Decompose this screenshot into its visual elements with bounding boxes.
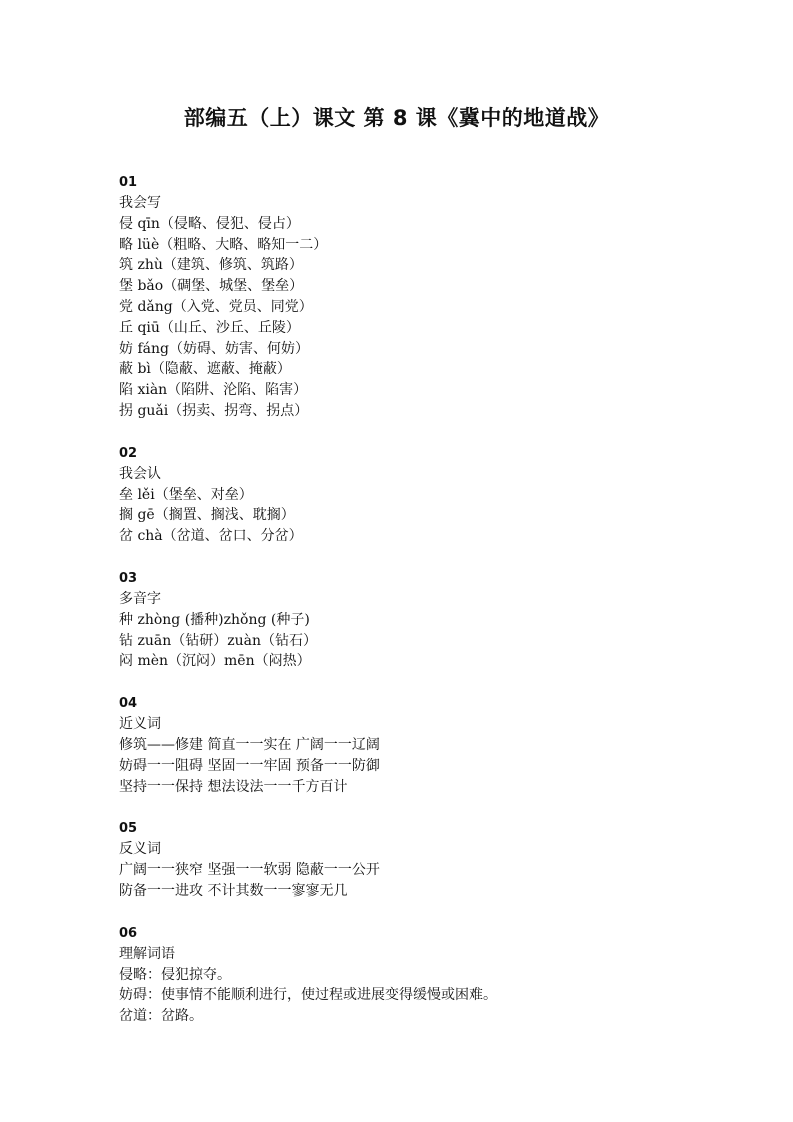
- section-heading: 多音字: [119, 590, 161, 607]
- section-05: [119, 818, 739, 901]
- section-number: 06: [119, 925, 138, 941]
- entry-line: 防备一一进攻 不计其数一一寥寥无几: [119, 882, 348, 899]
- entry-line: 闷 mèn（沉闷）mēn（闷热）: [119, 653, 311, 670]
- section-heading: 理解词语: [119, 945, 175, 962]
- entry-line: 陷 xiàn（陷阱、沦陷、陷害）: [119, 382, 308, 399]
- entry-line: 岔道：岔路。: [119, 1008, 203, 1025]
- section-04: [119, 693, 739, 797]
- section-heading: 反义词: [119, 841, 161, 858]
- entry-line: 侵 qīn（侵略、侵犯、侵占）: [119, 215, 300, 232]
- entry-line: 略 lüè（粗略、大略、略知一二）: [119, 236, 328, 253]
- entry-line: 搁 gē（搁置、搁浅、耽搁）: [119, 507, 295, 524]
- section-02: [119, 443, 739, 547]
- entry-line: 修筑——修建 简直一一实在 广阔一一辽阔: [119, 736, 380, 753]
- section-heading: 近义词: [119, 716, 161, 733]
- entry-line: 妨碍一一阻碍 坚固一一牢固 预备一一防御: [119, 757, 380, 774]
- entry-line: 垒 lěi（堡垒、对垒）: [119, 486, 253, 503]
- entry-line: 钻 zuān（钻研）zuàn（钻石）: [119, 632, 317, 649]
- entry-line: 种 zhòng (播种)zhǒng (种子): [119, 611, 310, 628]
- section-heading: 我会认: [119, 465, 161, 482]
- section-heading: 我会写: [119, 195, 161, 211]
- section-06: [119, 923, 739, 1027]
- entry-line: 坚持一一保持 想法设法一一千方百计: [119, 778, 348, 795]
- page-title: 部编五（上）课文 第 8 课《冀中的地道战》: [183, 106, 610, 130]
- entry-line: 蔽 bì（隐蔽、遮蔽、掩蔽）: [119, 361, 291, 378]
- entry-line: 拐 guǎi（拐卖、拐弯、拐点）: [119, 402, 309, 419]
- section-number: 05: [119, 821, 138, 837]
- document-body: [119, 172, 739, 1048]
- entry-line: 妨 fáng（妨碍、妨害、何妨）: [119, 340, 309, 357]
- entry-line: 堡 bǎo（碉堡、城堡、堡垒）: [119, 278, 304, 295]
- section-number: 03: [119, 570, 138, 586]
- entry-line: 广阔一一狭窄 坚强一一软弱 隐蔽一一公开: [119, 862, 380, 879]
- entry-line: 岔 chà（岔道、岔口、分岔）: [119, 528, 303, 545]
- section-number: 01: [119, 175, 138, 190]
- entry-line: 侵略：侵犯掠夺。: [119, 966, 231, 983]
- entry-line: 妨碍：使事情不能顺利进行，使过程或进展变得缓慢或困难。: [119, 987, 497, 1004]
- section-01: [119, 172, 739, 422]
- entry-line: 筑 zhù（建筑、修筑、筑路）: [119, 257, 303, 274]
- section-03: [119, 568, 739, 672]
- section-number: 04: [119, 696, 138, 712]
- entry-line: 丘 qiū（山丘、沙丘、丘陵）: [119, 319, 300, 336]
- section-number: 02: [119, 445, 138, 461]
- entry-line: 党 dǎng（入党、党员、同党）: [119, 298, 313, 315]
